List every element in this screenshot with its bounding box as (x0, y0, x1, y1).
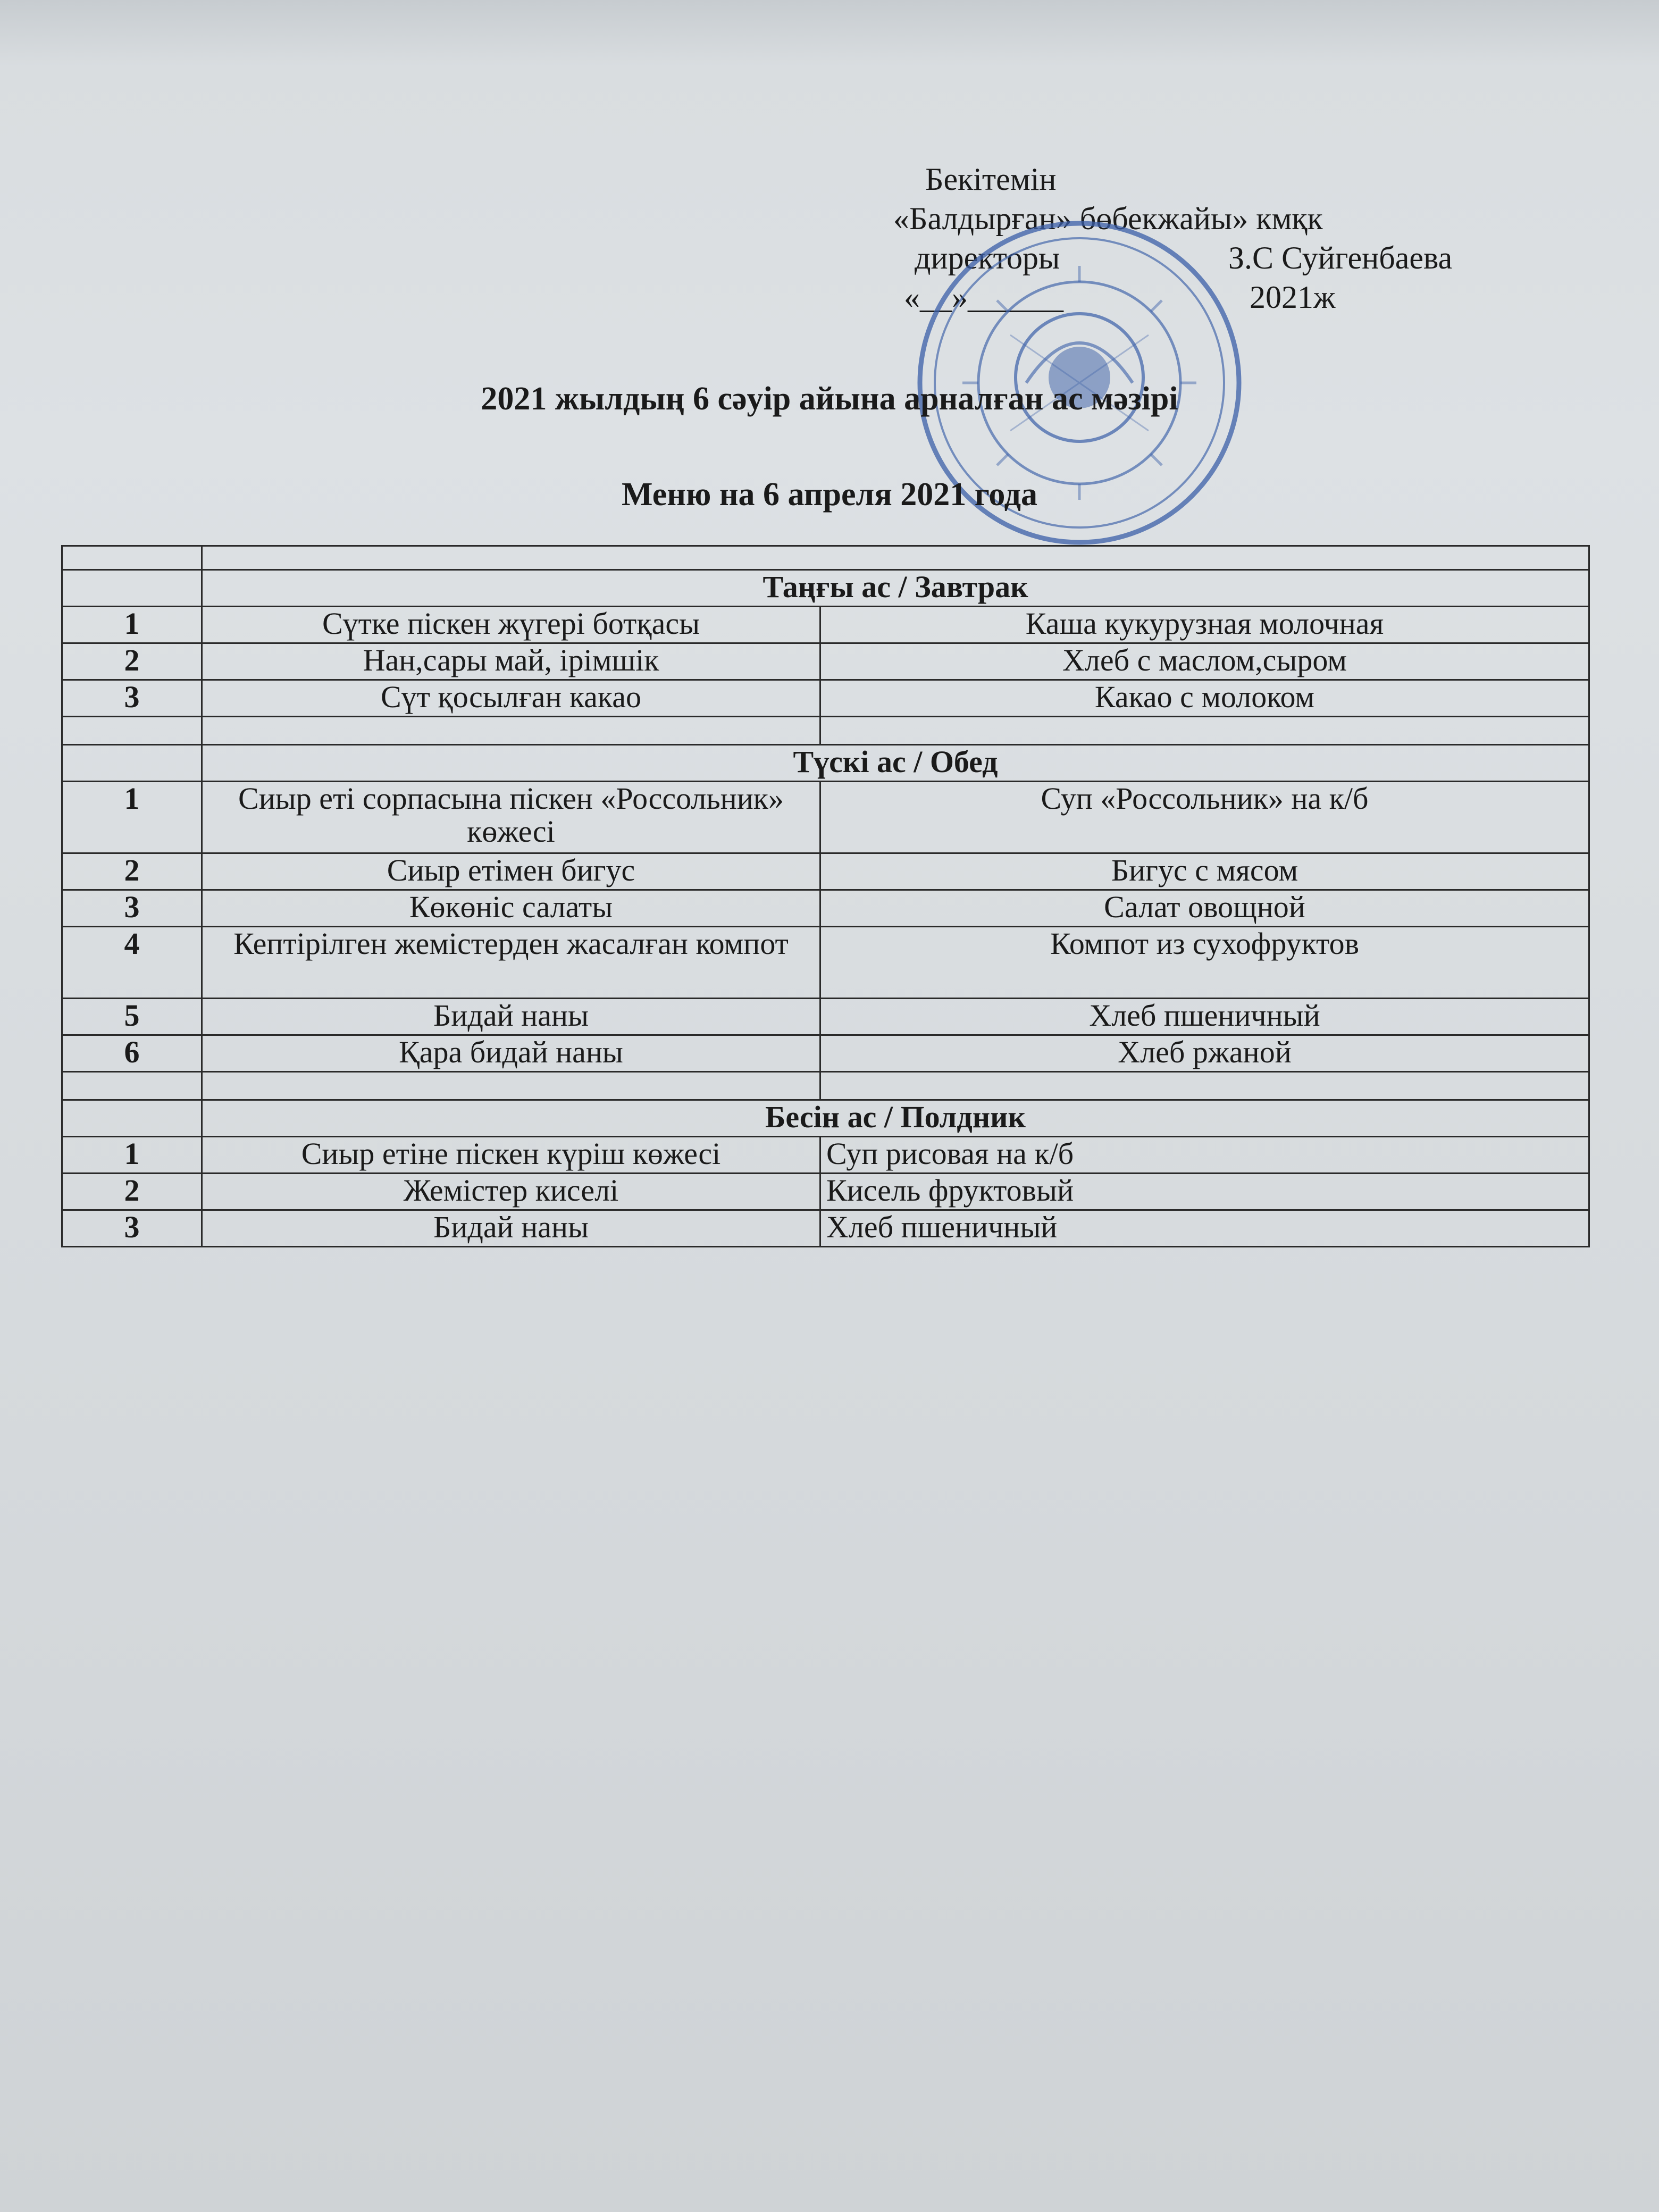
dish-ru: Бигус с мясом (820, 853, 1589, 890)
dish-ru: Хлеб ржаной (820, 1035, 1589, 1072)
table-row (62, 927, 1589, 999)
row-number: 1 (62, 1137, 202, 1174)
menu-table (61, 545, 1590, 1247)
row-number: 2 (62, 853, 202, 890)
dish-kz: Сиыр етіне піскен күріш көжесі (202, 1137, 820, 1174)
approval-year: 2021ж (1250, 280, 1336, 315)
approval-line-2: «Балдырған» бөбекжайы» кмқк (893, 201, 1323, 236)
dish-ru: Суп «Россольник» на к/б (820, 782, 1589, 853)
table-row (62, 1137, 1589, 1174)
dish-kz: Сиыр етімен бигус (202, 853, 820, 890)
table-row (62, 1210, 1589, 1247)
menu-title-ru: Меню на 6 апреля 2021 года (622, 476, 1037, 513)
dish-ru: Суп рисовая на к/б (820, 1137, 1589, 1174)
table-row (62, 643, 1589, 680)
dish-ru: Какао с молоком (820, 680, 1589, 717)
section-header-lunch (62, 745, 1589, 782)
dish-ru: Салат овощной (820, 890, 1589, 927)
section-header-breakfast (62, 570, 1589, 607)
section-label: Бесін ас / Полдник (202, 1100, 1589, 1137)
dish-ru: Кисель фруктовый (820, 1174, 1589, 1210)
dish-kz: Сүтке піскен жүгері ботқасы (202, 607, 820, 643)
dish-kz: Қара бидай наны (202, 1035, 820, 1072)
table-row (62, 607, 1589, 643)
table-row (62, 546, 1589, 570)
approval-date-blank: «__»______ (904, 280, 1063, 315)
dish-kz: Бидай наны (202, 999, 820, 1035)
dish-kz: Кептірілген жемістерден жасалған компот (202, 927, 820, 999)
section-label: Таңғы ас / Завтрак (202, 570, 1589, 607)
table-row (62, 1035, 1589, 1072)
table-row (62, 717, 1589, 745)
row-number: 3 (62, 890, 202, 927)
dish-kz: Бидай наны (202, 1210, 820, 1247)
row-number: 2 (62, 643, 202, 680)
row-number: 2 (62, 1174, 202, 1210)
dish-kz: Көкөніс салаты (202, 890, 820, 927)
approval-signatory: З.С Суйгенбаева (1228, 240, 1453, 275)
row-number: 1 (62, 607, 202, 643)
approval-line-3: директоры (915, 240, 1060, 275)
row-number: 6 (62, 1035, 202, 1072)
dish-ru: Каша кукурузная молочная (820, 607, 1589, 643)
table-row (62, 680, 1589, 717)
section-header-snack (62, 1100, 1589, 1137)
table-row (62, 853, 1589, 890)
menu-title-kz: 2021 жылдың 6 сәуір айына арналған ас мәзірі (481, 381, 1178, 417)
dish-kz: Жемістер киселі (202, 1174, 820, 1210)
dish-ru: Хлеб пшеничный (820, 1210, 1589, 1247)
row-number: 3 (62, 1210, 202, 1247)
row-number: 3 (62, 680, 202, 717)
dish-ru: Хлеб пшеничный (820, 999, 1589, 1035)
row-number: 5 (62, 999, 202, 1035)
table-row (62, 1174, 1589, 1210)
dish-kz: Сиыр еті сорпасына піскен «Россольник» көжесі (202, 782, 820, 853)
table-row (62, 890, 1589, 927)
table-row (62, 1072, 1589, 1100)
row-number: 4 (62, 927, 202, 999)
dish-ru: Хлеб с маслом,сыром (820, 643, 1589, 680)
table-row (62, 782, 1589, 853)
dish-kz: Нан,сары май, ірімшік (202, 643, 820, 680)
approval-line-1: Бекітемін (925, 162, 1057, 197)
table-row (62, 999, 1589, 1035)
section-label: Түскі ас / Обед (202, 745, 1589, 782)
dish-kz: Сүт қосылған какао (202, 680, 820, 717)
row-number: 1 (62, 782, 202, 853)
dish-ru: Компот из сухофруктов (820, 927, 1589, 999)
